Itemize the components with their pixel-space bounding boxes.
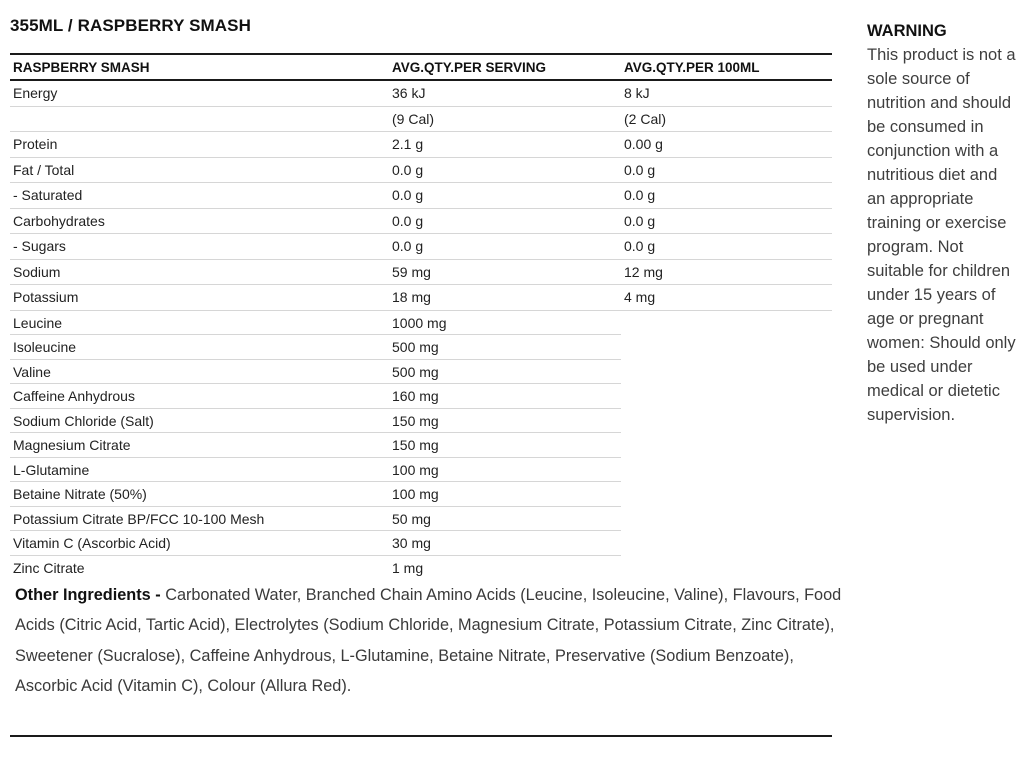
header-per-serving: AVG.QTY.PER SERVING [392,59,547,75]
nutrition-table [10,53,832,580]
cell-per-serving: 1 mg [392,559,424,576]
cell-per-serving: 0.0 g [392,212,424,229]
table-row [10,260,832,286]
cell-per-100ml: 0.0 g [624,212,656,229]
table-row [10,107,832,133]
warning-text: This product is not a sole source of nutrition and should be consumed in conjunction with a nutritious diet and an appropriate training or exercise program. Not suitable for children under 15 years of age or pregnant women: Should only be used under medical or dietetic supervision. [867,46,1016,424]
cell-per-serving: 0.0 g [392,187,424,204]
table-row [10,209,832,235]
cell-per-100ml: 4 mg [624,289,656,306]
cell-per-100ml: (2 Cal) [624,110,667,127]
cell-nutrient: Sodium [13,263,61,280]
table-row [10,158,832,184]
cell-nutrient: Carbohydrates [13,212,105,229]
other-ingredients-text: Carbonated Water, Branched Chain Amino Acids (Leucine, Isoleucine, Valine), Flavours, Food Acids (Citric Acid, Tartic Acid), Electrolytes (Sodium Chloride, Magnesium Citrate, Potassium Citrate, Zinc Citrate), Sweetener (Sucralose), Caffeine Anhydrous, L-Glutamine, Betaine Nitrate, Preservative (Sodium Benzoate), Ascorbic Acid (Vitamin C), Colour (Allura Red). [15,586,842,695]
cell-per-serving: 100 mg [392,461,439,478]
cell-per-100ml: 0.0 g [624,187,656,204]
header-name: RASPBERRY SMASH [13,59,150,75]
cell-per-100ml: 0.00 g [624,136,663,153]
cell-nutrient: Energy [13,85,58,102]
warning-panel [867,22,1017,427]
cell-nutrient: Potassium [13,289,79,306]
table-row [10,335,832,360]
cell-nutrient: Valine [13,363,51,380]
cell-per-100ml: 8 kJ [624,85,650,102]
table-row [10,360,832,385]
cell-nutrient: Protein [13,136,58,153]
table-row [10,285,832,311]
table-row [10,183,832,209]
table-row [10,556,832,581]
cell-nutrient: Magnesium Citrate [13,437,131,454]
table-row [10,384,832,409]
cell-nutrient: Caffeine Anhydrous [13,388,135,405]
cell-per-serving: 50 mg [392,510,431,527]
cell-nutrient: Isoleucine [13,339,77,356]
cell-nutrient: Fat / Total [13,161,75,178]
table-row [10,234,832,260]
cell-per-serving: 36 kJ [392,85,426,102]
cell-per-serving: (9 Cal) [392,110,435,127]
header-per-100ml: AVG.QTY.PER 100ML [624,59,760,75]
page-title: 355ML / RASPBERRY SMASH [10,16,251,35]
cell-per-serving: 59 mg [392,263,431,280]
table-row [10,482,832,507]
cell-per-serving: 150 mg [392,412,439,429]
table-row [10,458,832,483]
cell-per-serving: 18 mg [392,289,431,306]
table-row [10,409,832,434]
cell-nutrient: Sodium Chloride (Salt) [13,412,154,429]
cell-per-serving: 0.0 g [392,161,424,178]
table-row [10,531,832,556]
cell-nutrient: Zinc Citrate [13,559,85,576]
bottom-divider [10,735,832,737]
cell-per-100ml: 0.0 g [624,238,656,255]
cell-per-serving: 0.0 g [392,238,424,255]
cell-nutrient: Potassium Citrate BP/FCC 10-100 Mesh [13,510,265,527]
cell-per-serving: 2.1 g [392,136,424,153]
table-row [10,507,832,532]
table-row [10,132,832,158]
cell-per-serving: 30 mg [392,535,431,552]
cell-per-100ml: 0.0 g [624,161,656,178]
cell-per-serving: 500 mg [392,363,439,380]
table-header-row [10,55,832,81]
other-ingredients-label: Other Ingredients - [15,586,161,604]
cell-nutrient: - Saturated [13,187,83,204]
cell-per-serving: 500 mg [392,339,439,356]
cell-per-serving: 100 mg [392,486,439,503]
cell-per-serving: 1000 mg [392,314,447,331]
cell-per-serving: 150 mg [392,437,439,454]
table-row [10,311,832,336]
cell-nutrient: Betaine Nitrate (50%) [13,486,147,503]
cell-nutrient: Vitamin C (Ascorbic Acid) [13,535,171,552]
cell-per-serving: 160 mg [392,388,439,405]
table-row [10,81,832,107]
warning-title: WARNING [867,22,947,40]
cell-nutrient: - Sugars [13,238,66,255]
table-row [10,433,832,458]
other-ingredients [15,580,845,701]
cell-nutrient: Leucine [13,314,63,331]
cell-per-100ml: 12 mg [624,263,663,280]
table-body [10,81,832,580]
cell-nutrient: L-Glutamine [13,461,90,478]
